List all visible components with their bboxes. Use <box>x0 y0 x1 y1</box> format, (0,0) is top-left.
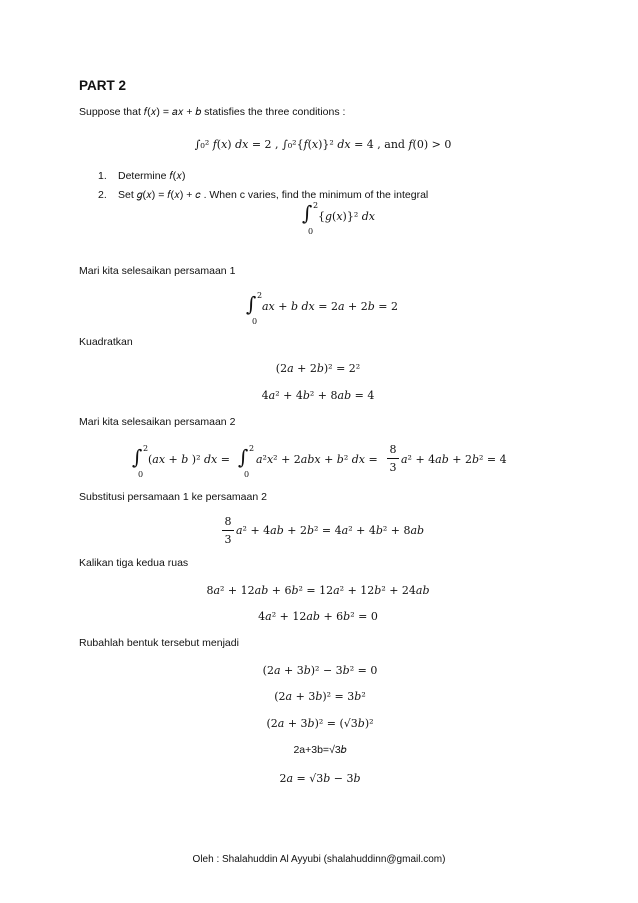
equation-6: 8𝑎² + 12𝑎𝑏 + 6𝑏² = 12𝑎² + 12𝑏² + 24𝑎𝑏 <box>206 584 430 597</box>
eq5-fraction-denominator: 3 <box>224 533 232 546</box>
step-label-6: Rubahlah bentuk tersebut menjadi <box>79 637 239 649</box>
equation-2: (2𝑎 + 2𝑏)² = 2² <box>275 362 361 375</box>
equation-5: 𝑎² + 4𝑎𝑏 + 2𝑏² = 4𝑎² + 4𝑏² + 8𝑎𝑏 <box>236 524 425 537</box>
page-title: PART 2 <box>79 78 127 93</box>
eq1-upper-limit: 2 <box>257 291 263 300</box>
list-item-2-text: Set 𝑔(𝑥) = 𝑓(𝑥) + 𝑐 . When c varies, find the minimum of the integral <box>118 189 429 201</box>
integral-sign-2: ∫ <box>246 292 257 316</box>
step-label-4: Substitusi persamaan 1 ke persamaan 2 <box>79 491 267 503</box>
equation-1: 𝑎𝑥 + 𝑏 𝑑𝑥 = 2𝑎 + 2𝑏 = 2 <box>262 300 398 313</box>
integral-body: {𝑔(𝑥)}² 𝑑𝑥 <box>318 210 375 223</box>
step-label-3: Mari kita selesaikan persamaan 2 <box>79 416 236 428</box>
eq4-fraction-denominator: 3 <box>389 461 397 474</box>
equation-11: 2a+3b=√3𝑏 <box>293 744 347 756</box>
step-label-5: Kalikan tiga kedua ruas <box>79 557 189 569</box>
equation-4-part-3: 𝑎² + 4𝑎𝑏 + 2𝑏² = 4 <box>401 453 507 466</box>
eq4-upper-limit-a: 2 <box>143 444 149 453</box>
integral-lower-limit: 0 <box>308 227 314 236</box>
equation-4-part-1: (𝑎𝑥 + 𝑏 )² 𝑑𝑥 = <box>148 453 230 466</box>
eq5-fraction-numerator: 8 <box>224 515 232 528</box>
equation-10: (2𝑎 + 3𝑏)² = (√3𝑏)² <box>266 717 374 730</box>
list-item-1-text: Determine 𝑓(𝑥) <box>118 170 186 182</box>
equation-7: 4𝑎² + 12𝑎𝑏 + 6𝑏² = 0 <box>258 610 378 623</box>
equation-8: (2𝑎 + 3𝑏)² − 3𝑏² = 0 <box>262 664 378 677</box>
integral-sign-3: ∫ <box>132 445 143 469</box>
list-item-1-number: 1. <box>98 170 107 182</box>
equation-4-part-2: 𝑎²𝑥² + 2𝑎𝑏𝑥 + 𝑏² 𝑑𝑥 = <box>256 453 378 466</box>
eq5-fraction-bar <box>222 530 234 531</box>
eq4-lower-limit-b: 0 <box>244 470 250 479</box>
integral-sign-1: ∫ <box>302 201 313 225</box>
equation-3: 4𝑎² + 4𝑏² + 8𝑎𝑏 = 4 <box>261 389 375 402</box>
eq1-lower-limit: 0 <box>252 317 258 326</box>
list-item-2-number: 2. <box>98 189 107 201</box>
problem-conditions: ∫₀² 𝑓(𝑥) 𝑑𝑥 = 2 , ∫₀²{𝑓(𝑥)}² 𝑑𝑥 = 4 , and 𝑓(0) > 0 <box>194 138 452 151</box>
eq4-lower-limit-a: 0 <box>138 470 144 479</box>
problem-intro: Suppose that 𝑓(𝑥) = 𝑎𝑥 + 𝑏 statisfies the three conditions : <box>79 106 346 118</box>
page-footer: Oleh : Shalahuddin Al Ayyubi (shalahuddinn@gmail.com) <box>192 854 446 865</box>
step-label-1: Mari kita selesaikan persamaan 1 <box>79 265 236 277</box>
eq4-fraction-numerator: 8 <box>389 443 397 456</box>
integral-sign-4: ∫ <box>238 445 249 469</box>
eq4-upper-limit-b: 2 <box>249 444 255 453</box>
equation-12: 2𝑎 = √3𝑏 − 3𝑏 <box>279 772 361 785</box>
integral-upper-limit: 2 <box>313 201 319 210</box>
equation-9: (2𝑎 + 3𝑏)² = 3𝑏² <box>274 690 366 703</box>
step-label-2: Kuadratkan <box>79 336 133 348</box>
eq4-fraction-bar <box>387 458 399 459</box>
